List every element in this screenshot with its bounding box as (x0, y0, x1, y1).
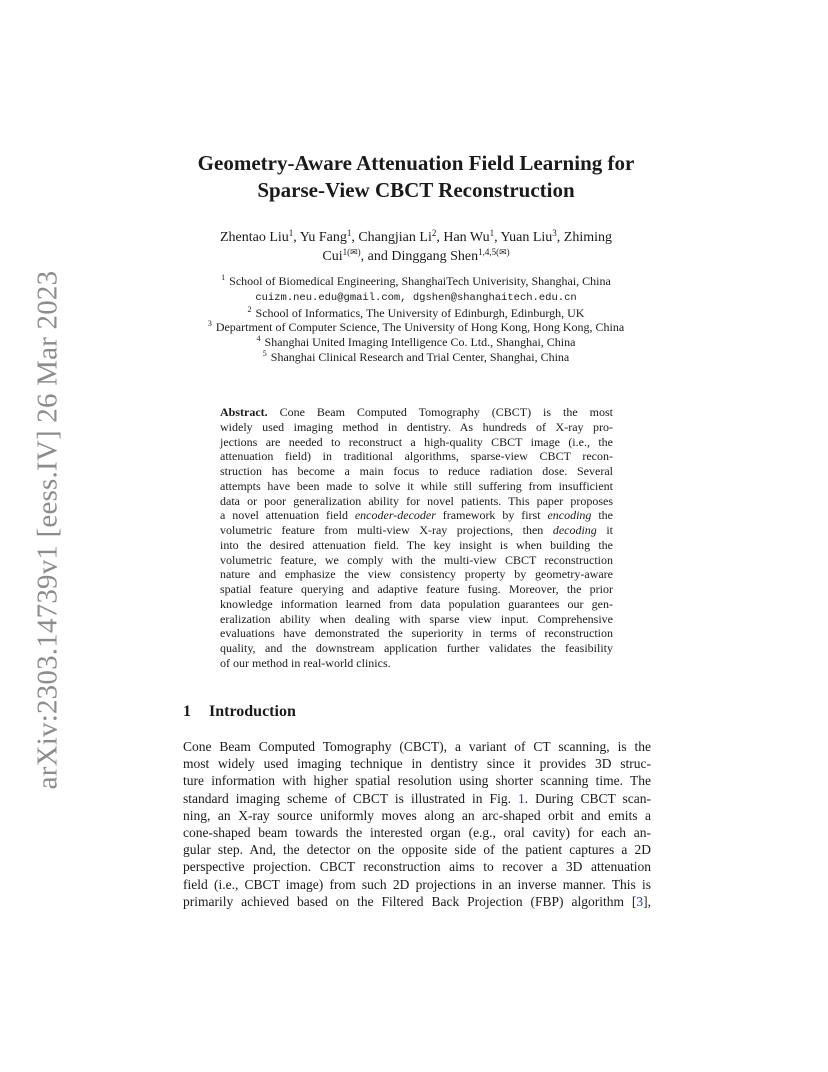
abstract (220, 405, 613, 671)
affiliation-number: 5 (262, 348, 267, 358)
abstract-line: jections are needed to reconstruct a high-quality CBCT image (i.e., the (220, 434, 613, 449)
author-name: , Zhiming (556, 230, 613, 245)
abstract-line: quality, and the downstream application further validates the feasibility (220, 641, 613, 655)
abstract-text: volumetric feature from multi-view X-ray projections, then (220, 523, 553, 537)
body-line: field (i.e., CBCT image) from such 2D projections in an inverse manner. This is (183, 876, 651, 892)
abstract-emphasis: encoder-decoder (354, 508, 436, 523)
body-text: standard imaging scheme of CBCT is illustrated in Fig. (183, 790, 518, 806)
abstract-emphasis: encoding (547, 508, 592, 523)
author-name: , Yu Fang (293, 230, 347, 245)
abstract-line: data or poor generalization ability for novel patients. This paper proposes (220, 493, 613, 508)
author-list (190, 228, 642, 266)
abstract-line: knowledge information learned from data population guarantees our gen- (220, 596, 613, 611)
affiliation-item (120, 350, 712, 365)
affiliation-text: School of Biomedical Engineering, ShanghaiTech Univerisity, Shanghai, China (229, 274, 611, 288)
abstract-text: the (591, 508, 613, 523)
abstract-line: volumetric feature, we comply with the multi-view CBCT reconstruction (220, 552, 613, 567)
affiliation-item (120, 320, 712, 335)
abstract-label: Abstract. (220, 405, 268, 419)
abstract-line: nature and emphasize the view consistency property by geometry-aware (220, 567, 613, 582)
abstract-text: a novel attenuation field (220, 508, 355, 523)
citation-link[interactable]: 3 (636, 893, 644, 909)
affiliation-item (120, 335, 712, 350)
body-line: Cone Beam Computed Tomography (CBCT), a variant of CT scanning, is the (183, 739, 651, 754)
author-affil-mark: 1 (489, 228, 495, 238)
section-heading (183, 703, 296, 721)
title-line-2: Sparse-View CBCT Reconstruction (257, 178, 575, 202)
abstract-line (220, 523, 613, 538)
abstract-line: attenuation field) in traditional algorithms, sparse-view CBCT recon- (220, 449, 613, 464)
abstract-line: of our method in real-world clinics. (220, 655, 391, 670)
affiliation-item (120, 274, 712, 289)
abstract-line: evaluations have demonstrated the superiority in terms of reconstruction (220, 626, 613, 641)
author-name: Zhentao Liu (219, 230, 289, 245)
affiliation-text: Department of Computer Science, The University of Hong Kong, Hong Kong, China (215, 320, 625, 335)
author-name: , and Dinggang Shen (360, 249, 479, 264)
email-addresses: cuizm.neu.edu@gmail.com, dgshen@shanghaitech.edu.cn (255, 291, 577, 304)
abstract-text: Cone Beam Computed Tomography (CBCT) is the most (267, 405, 613, 419)
author-affil-mark: 1,4,5(✉) (478, 247, 510, 257)
title-line-1: Geometry-Aware Attenuation Field Learning for (197, 151, 635, 175)
abstract-text: framework by first (435, 508, 548, 523)
abstract-line: spatial feature querying and adaptive feature fusing. Moreover, the prior (220, 582, 613, 596)
figure-reference-link[interactable]: 1 (517, 790, 525, 806)
author-name: , Changjian Li (351, 230, 432, 245)
affiliation-number: 4 (256, 334, 261, 344)
abstract-line: attempts have been made to solve it while still suffering from insufficient (220, 478, 613, 493)
body-line: ning, an X-ray source uniformly moves along an arc-shaped orbit and emits a (183, 807, 651, 823)
body-text: . During CBCT scan- (524, 790, 651, 806)
author-affil-mark: 1(✉) (342, 247, 361, 257)
section-title: Introduction (209, 703, 296, 720)
author-name: Cui (322, 249, 343, 264)
body-text: [ (631, 893, 637, 909)
body-line: gular step. And, the detector on the opposite side of the patient captures a 2D (183, 842, 651, 858)
abstract-line (220, 508, 613, 523)
abstract-emphasis: decoding (552, 523, 597, 537)
paper-title (140, 150, 692, 204)
affiliation-number: 3 (207, 319, 212, 329)
author-name: , Yuan Liu (494, 230, 553, 245)
introduction-body (183, 738, 651, 910)
abstract-line (220, 405, 613, 420)
affiliation-email (120, 289, 712, 306)
body-line: ture information with higher spatial resolution using shorter scanning time. The (183, 773, 651, 789)
abstract-line: struction has become a main focus to reduce radiation dose. Several (220, 464, 613, 478)
author-affil-mark: 1 (288, 228, 294, 238)
affiliation-item (120, 306, 712, 321)
body-text: ], (643, 893, 651, 909)
body-line (183, 893, 651, 910)
affiliation-list (120, 274, 712, 365)
body-text: primarily achieved based on the Filtered Back Projection (FBP) algorithm (183, 893, 632, 909)
affiliation-number: 1 (221, 273, 226, 282)
abstract-text: it (596, 523, 613, 537)
body-line (183, 790, 651, 807)
section-number: 1 (183, 703, 191, 720)
author-affil-mark: 3 (552, 228, 557, 238)
affiliation-text: School of Informatics, The University of Edinburgh, Edinburgh, UK (255, 305, 585, 320)
affiliation-text: Shanghai Clinical Research and Trial Center, Shanghai, China (270, 349, 570, 364)
arxiv-id-text: arXiv:2303.14739v1 [eess.IV] 26 Mar 2023 (31, 270, 64, 790)
affiliation-text: Shanghai United Imaging Intelligence Co. Ltd., Shanghai, China (264, 335, 576, 350)
affiliation-number: 2 (247, 304, 252, 314)
author-affil-mark: 1 (346, 228, 352, 238)
abstract-line: widely used imaging method in dentistry. As hundreds of X-ray pro- (220, 419, 613, 434)
abstract-line: eralization ability when dealing with sparse view input. Comprehensive (220, 611, 613, 626)
body-line: most widely used imaging technique in dentistry since it provides 3D struc- (183, 756, 651, 772)
author-name: , Han Wu (436, 230, 490, 245)
body-line: perspective projection. CBCT reconstruction aims to recover a 3D attenuation (183, 859, 651, 875)
body-line: cone-shaped beam towards the interested organ (e.g., oral cavity) for each an- (183, 824, 651, 840)
abstract-line: into the desired attenuation field. The key insight is when building the (220, 537, 613, 552)
author-affil-mark: 2 (431, 228, 437, 238)
